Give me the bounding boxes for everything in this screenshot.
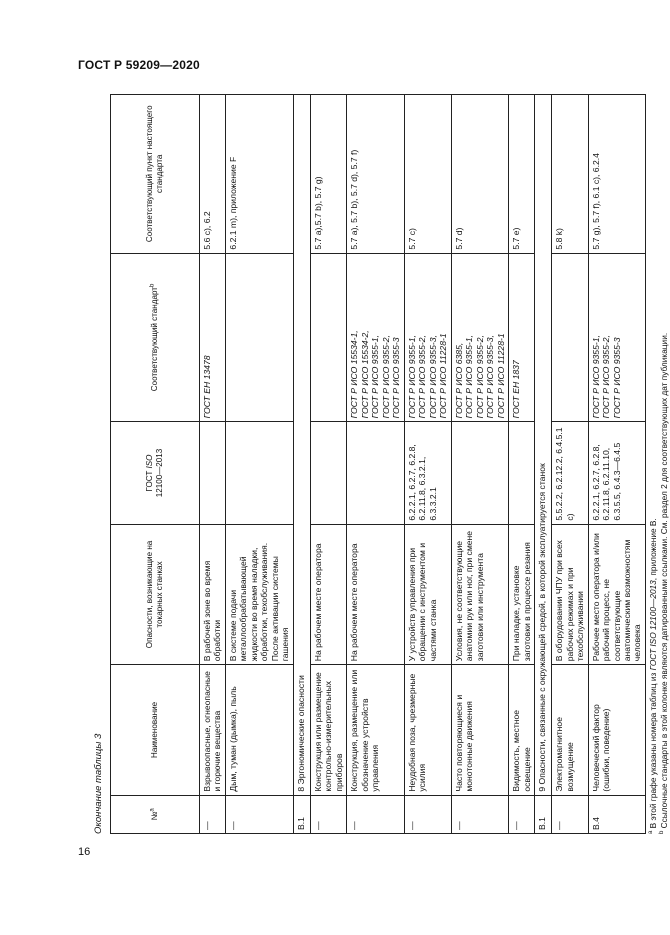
section-row-environment [535,95,552,834]
cell-num: B.4 [588,795,645,833]
standard-ref: ГОСТ ЕН 1837 [511,360,522,419]
table-row [225,95,293,834]
standard-ref: ГОСТ Р ИСО 9355-1, [406,335,417,419]
cell-name: Дым, туман (дымка), пыль [225,665,293,795]
header-hazard: Опасности, возникающие на токарных станках [111,524,200,665]
table-footnotes [648,94,670,834]
cell-clause: 5.7 d) [451,95,508,254]
footnote-a: $^а$ В этой графе указаны номера таблиц из ГОСТ ISO 12100—2013, приложение В. [647,518,658,834]
cell-name: Конструкция или размещение контрольно-измерительных приборов [310,665,346,795]
table-group-b [310,95,534,834]
section-title: 8 Эргономические опасности [293,95,310,796]
standard-ref: ГОСТ Р ИСО 9355-3, [485,335,496,419]
cell-standard [404,253,451,422]
cell-iso: 6.2.2.1, 6.2.7, 6.2.8, 6.2.11.8, 6.3.2.1, 6.3.3.2.1 [404,422,451,524]
cell-standard [509,253,535,422]
standard-ref: ГОСТ Р ИСО 9355-2, [380,335,391,419]
cell-hazard: Условия, не соответствующие анатомии рук или ног, при смене заготовки или инструмента [451,524,508,665]
table-row [451,95,508,834]
cell-iso [509,422,535,524]
section-title: 9 Опасности, связанные с окружающей средой, в которой эксплуатируется станок [535,95,552,796]
document-header: ГОСТ Р 59209—2020 [78,58,200,72]
cell-clause: 5.7 g), 5.7 f), 6.1 с), 6.2.4 [588,95,645,254]
cell-hazard: В рабочей зоне во время обработки [200,524,226,665]
cell-hazard: На рабочем месте оператора [310,524,346,665]
standard-ref: ГОСТ Р ИСО 9355-3 [611,337,622,419]
cell-iso [347,422,404,524]
cell-name: Человеческий фактор (ошибки, поведение) [588,665,645,795]
table-row [347,95,404,834]
cell-standard [451,253,508,422]
cell-num: — [225,795,293,833]
cell-hazard: В системе подачи металлообрабатывающей жидкости во время наладки, обработки, техобслуживания. После активации системы гашения [225,524,293,665]
standard-ref: ГОСТ Р ИСО 11228-1 [495,333,506,419]
cell-clause: 5.7 а), 5.7 b), 5.7 d), 5.7 f) [347,95,404,254]
section-row-ergonomic [293,95,310,834]
cell-num: — [552,795,588,833]
standard-ref: ГОСТ Р ИСО 15534-1, [349,330,360,419]
cell-standard [310,253,346,422]
cell-hazard: В оборудовании ЧПУ при всех рабочих режимах и при техобслуживании [552,524,588,665]
standard-ref: ГОСТ Р ИСО 9355-1, [590,335,601,419]
standard-ref: ГОСТ Р ИСО 6385, [453,342,464,419]
table-group-a [200,95,294,834]
cell-name: Часто повторяющиеся и монотонные движения [451,665,508,795]
cell-standard [200,253,226,422]
standard-ref: ГОСТ ЕН 13478 [202,355,212,419]
table-row [552,95,588,834]
section-num: B.1 [535,795,552,833]
section-9 [535,95,552,834]
table-header-row [111,95,200,834]
header-name: Наименование [111,665,200,795]
standard-ref: ГОСТ Р ИСО 15534-2, [359,330,370,419]
cell-clause: 5.6 с), 6.2 [200,95,226,254]
cell-iso: 5.5.2.2, 6.2.12.2, 6.4.5.1 с) [552,422,588,524]
cell-hazard: У устройств управления при обращении с инструментом и частями станка [404,524,451,665]
hazard-table [110,94,646,834]
cell-num: — [347,795,404,833]
standard-ref: ГОСТ Р ИСО 9355-1, [370,335,381,419]
standard-ref: ГОСТ Р ИСО 9355-2, [474,335,485,419]
header-clause: Соответствующий пункт настоящего стандарта [111,95,200,254]
cell-standard [588,253,645,422]
standard-ref: ГОСТ Р ИСО 9355-1, [464,335,475,419]
header-num: №$^а$ [111,795,200,833]
cell-clause: 5.7 а),5.7 b), 5.7 g) [310,95,346,254]
cell-clause: 5.8 k) [552,95,588,254]
cell-num: — [310,795,346,833]
standard-ref: ГОСТ Р ИСО 9355-3 [391,337,402,419]
table-row [404,95,451,834]
table-row [588,95,645,834]
cell-name: Неудобная поза, чрезмерные усилия [404,665,451,795]
cell-clause: 6.2.1 m), приложение F [225,95,293,254]
standard-ref: ГОСТ Р ИСО 11228-1 [438,333,449,419]
section-num: B.1 [293,795,310,833]
table-row [200,95,226,834]
cell-iso [451,422,508,524]
standard-ref: ГОСТ Р ИСО 9355-3, [427,335,438,419]
table-caption: Окончание таблицы 3 [93,733,104,834]
cell-hazard: Рабочее место оператора и/или рабочий процесс, не соответствующие анатомическим возможностям человека [588,524,645,665]
cell-hazard: На рабочем месте оператора [347,524,404,665]
cell-num: — [451,795,508,833]
cell-iso [310,422,346,524]
cell-iso [200,422,226,524]
table-row [310,95,346,834]
standard-ref: ГОСТ Р ИСО 9355-2, [417,335,428,419]
cell-standard [347,253,404,422]
header-iso: ГОСТ ISO 12100—2013 [111,422,200,524]
rotated-table-block [92,94,669,834]
header-standard: Соответствующий стандарт$^b$ [111,253,200,422]
cell-name: Конструкция, размещение или обозначение устройств управления [347,665,404,795]
footnote-b: $^b$ Ссылочные стандарты в этой колонке являются датированными ссылками. См. раздел 2 для соответствующих дат публикации. [658,332,669,834]
cell-name: Взрывоопасные, огнеопасные и горючие вещества [200,665,226,795]
table-row [509,95,535,834]
cell-iso [225,422,293,524]
cell-standard [225,253,293,422]
cell-name: Видимость, местное освещение [509,665,535,795]
cell-num: — [200,795,226,833]
section-8 [293,95,310,834]
cell-num: — [509,795,535,833]
cell-hazard: При наладке, установке заготовки в процессе резания [509,524,535,665]
cell-num: — [404,795,451,833]
cell-standard [552,253,588,422]
cell-clause: 5.7 с) [404,95,451,254]
standard-ref: ГОСТ Р ИСО 9355-2, [601,335,612,419]
table-group-c [552,95,646,834]
cell-clause: 5.7 е) [509,95,535,254]
cell-iso: 6.2.2.1, 6.2.7, 6.2.8, 6.2.11.8, 6.2.11.10, 6.3.5.5, 6.4.3—6.4.5 [588,422,645,524]
page-number: 16 [78,846,91,858]
cell-name: Электромагнитное возмущение [552,665,588,795]
